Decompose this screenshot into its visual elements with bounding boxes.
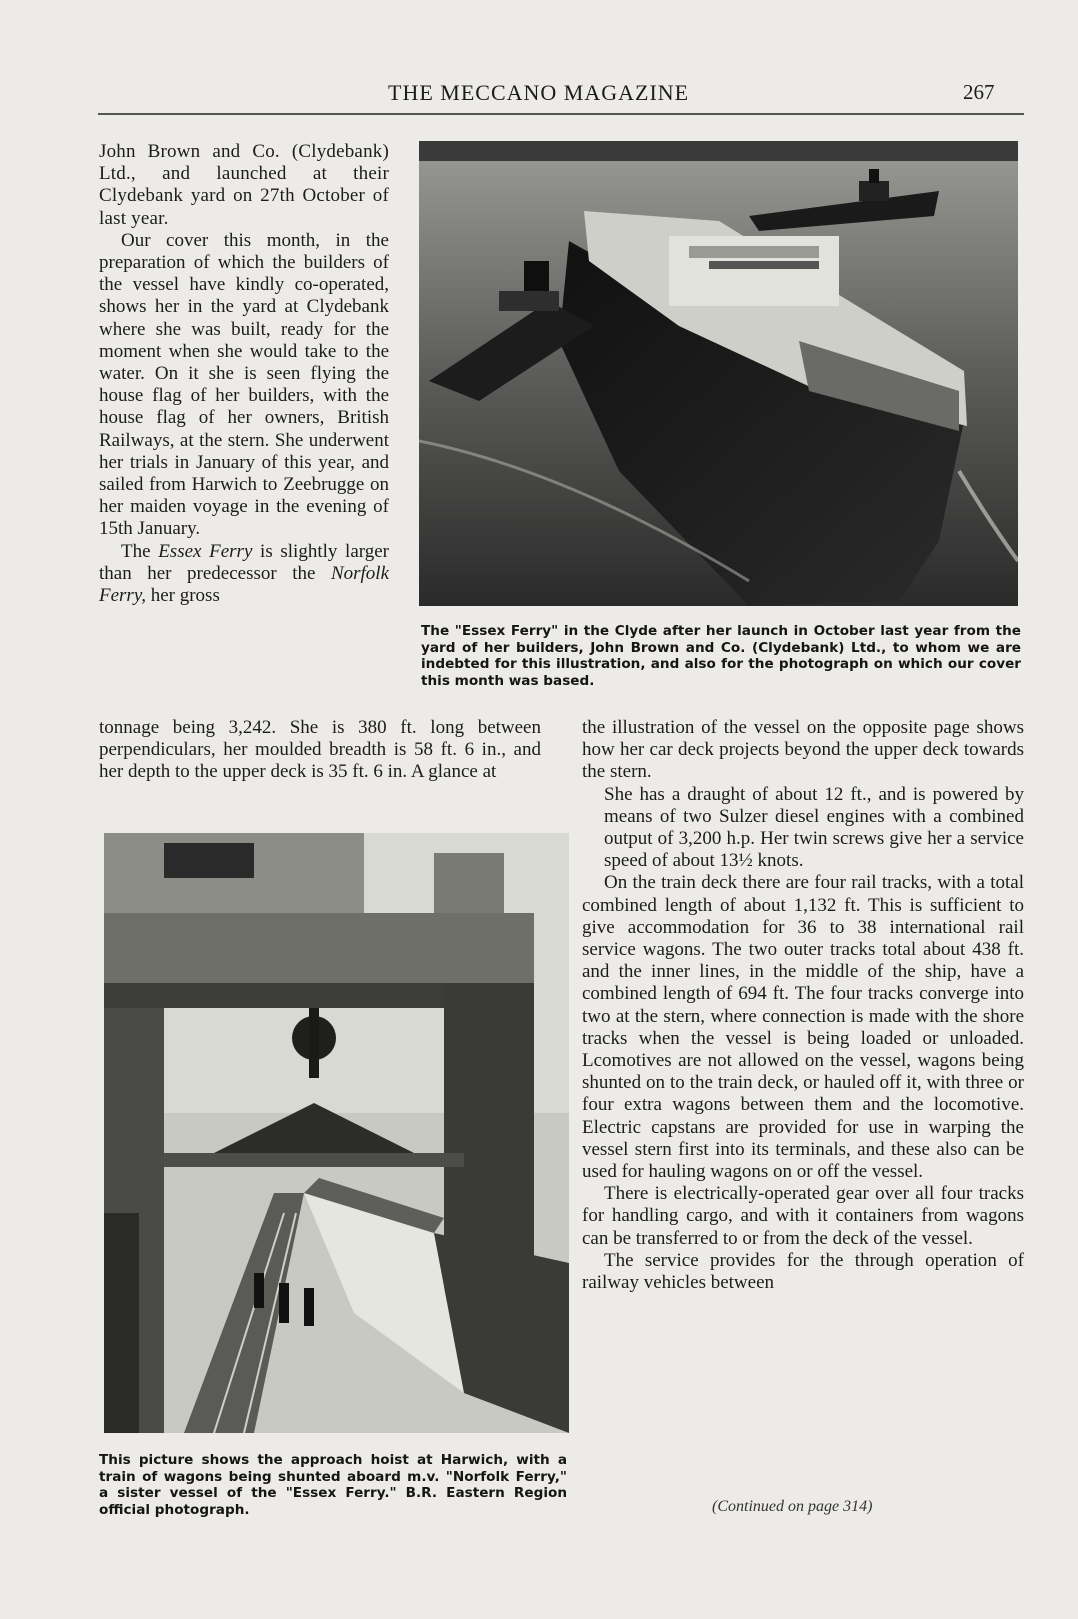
article-text: The: [121, 540, 151, 562]
article-text: is slightly larger than her predecessor the: [99, 540, 389, 584]
continued-note: (Continued on page 314): [712, 1498, 873, 1515]
ship-photo-caption: The "Essex Ferry" in the Clyde after her launch in October last year from the yard of her builders, John Brown and Co. (Clydebank) Ltd., to whom we are indebted for this illustration, and also for the photograph on which our cover this month was based.: [421, 623, 1021, 689]
ship-name-essex: Essex Ferry: [158, 540, 253, 562]
article-paragraph: On the train deck there are four rail tracks, with a total combined length of about 1,132 ft. This is sufficient to give accommodation for 36 to 38 international rail service wagons. The two outer tracks total about 438 ft. and the inner lines, in the middle of the ship, have a combined length of 694 ft. The four tracks converge into two at the stern, where connection is made with the shore tracks when the vessel is being loaded or unloaded. Lcomotives are not allowed on the vessel, wagons being shunted on to the train deck, or hauled off it, with three or four extra wagons between them and the locomotive. Electric capstans are provided for use in warping the vessel stern first into its terminals, and these also can be used for hauling wagons on or off the vessel.: [582, 872, 1024, 1183]
article-column-left: [99, 141, 389, 607]
article-text: her gross: [150, 585, 220, 607]
magazine-title: THE MECCANO MAGAZINE: [388, 80, 690, 105]
article-paragraph: John Brown and Co. (Clydebank) Ltd., and launched at their Clydebank yard on 27th October of last year.: [99, 141, 389, 229]
article-column-left-bottom: [99, 717, 541, 784]
hoist-photo: [104, 833, 569, 1433]
ship-name-norfolk: Norfolk Ferry,: [99, 562, 390, 607]
hoist-photo-caption: This picture shows the approach hoist at Harwich, with a train of wagons being shunted aboard m.v. "Norfolk Ferry," a sister vessel of the "Essex Ferry." B.R. Eastern Region official photograph.: [99, 1452, 567, 1518]
article-paragraph: the illustration of the vessel on the opposite page shows how her car deck projects beyond the upper deck towards the stern.: [582, 717, 1024, 783]
article-column-right: [582, 717, 1024, 1294]
ship-photo: [419, 141, 1018, 606]
article-paragraph: Our cover this month, in the preparation of which the builders of the vessel have kindly co-operated, shows her in the yard at Clydebank where she was built, ready for the moment when she would take to the water. On it she is seen flying the house flag of her builders, with the house flag of her owners, British Railways, at the stern. She underwent her trials in January of this year, and sailed from Harwich to Zeebrugge on her maiden voyage in the evening of 15th January.: [99, 229, 389, 540]
article-paragraph: There is electrically-operated gear over all four tracks for handling cargo, and with it containers from wagons can be transferred to or from the deck of the vessel.: [582, 1183, 1024, 1249]
page-number: 267: [963, 80, 995, 104]
article-paragraph: tonnage being 3,242. She is 380 ft. long between perpendiculars, her moulded breadth is 58 ft. 6 in., and her depth to the upper deck is 35 ft. 6 in. A glance at: [99, 717, 541, 783]
article-paragraph: The service provides for the through operation of railway vehicles between: [582, 1249, 1024, 1294]
header-rule: [98, 113, 1024, 115]
article-paragraph: [99, 541, 389, 608]
article-paragraph: She has a draught of about 12 ft., and is powered by means of two Sulzer diesel engines with a combined output of 3,200 h.p. Her twin screws give her a service speed of about 13½ knots.: [604, 783, 1024, 872]
